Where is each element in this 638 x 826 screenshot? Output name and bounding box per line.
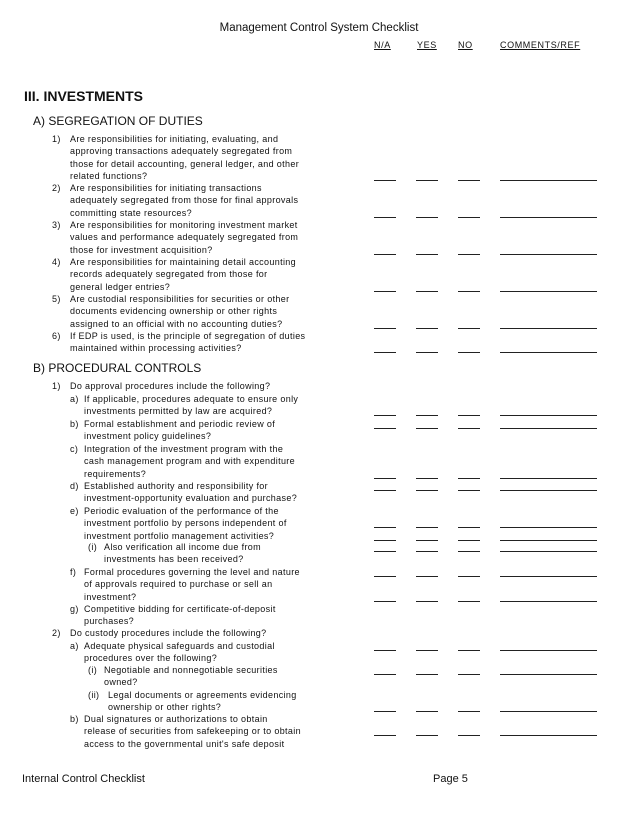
question-line: Competitive bidding for certificate-of-deposit bbox=[84, 604, 276, 614]
question-line: requirements? bbox=[84, 468, 147, 479]
no-answer-blank[interactable] bbox=[458, 254, 480, 255]
item-number: b) bbox=[70, 714, 79, 724]
no-answer-blank[interactable] bbox=[458, 217, 480, 218]
na-answer-blank[interactable] bbox=[374, 428, 396, 429]
column-header-na: N/A bbox=[374, 40, 391, 50]
na-answer-blank[interactable] bbox=[374, 490, 396, 491]
question-line: Dual signatures or authorizations to obtain bbox=[84, 714, 268, 724]
question-line: ownership or other rights? bbox=[108, 702, 222, 713]
no-answer-blank[interactable] bbox=[458, 735, 480, 736]
comments-answer-blank[interactable] bbox=[500, 551, 597, 552]
comments-answer-blank[interactable] bbox=[500, 415, 597, 416]
item-question bbox=[84, 505, 287, 542]
na-answer-blank[interactable] bbox=[374, 217, 396, 218]
no-answer-blank[interactable] bbox=[458, 674, 480, 675]
no-answer-blank[interactable] bbox=[458, 527, 480, 528]
no-answer-blank[interactable] bbox=[458, 576, 480, 577]
na-answer-blank[interactable] bbox=[374, 674, 396, 675]
item-question bbox=[104, 664, 278, 689]
question-line: owned? bbox=[104, 677, 138, 688]
section-heading: III. INVESTMENTS bbox=[24, 88, 144, 104]
item-number: 1) bbox=[52, 134, 61, 144]
no-answer-blank[interactable] bbox=[458, 650, 480, 651]
yes-answer-blank[interactable] bbox=[416, 352, 438, 353]
item-number: 2) bbox=[52, 183, 61, 193]
no-answer-blank[interactable] bbox=[458, 415, 480, 416]
no-answer-blank[interactable] bbox=[458, 540, 480, 541]
comments-answer-blank[interactable] bbox=[500, 527, 597, 528]
item-number: a) bbox=[70, 641, 79, 651]
question-line: Are responsibilities for maintaining detail accounting bbox=[70, 257, 297, 267]
subsection-b-heading: B) PROCEDURAL CONTROLS bbox=[33, 361, 202, 375]
yes-answer-blank[interactable] bbox=[416, 674, 438, 675]
yes-answer-blank[interactable] bbox=[416, 601, 438, 602]
yes-answer-blank[interactable] bbox=[416, 540, 438, 541]
na-answer-blank[interactable] bbox=[374, 650, 396, 651]
yes-answer-blank[interactable] bbox=[416, 527, 438, 528]
item-number: g) bbox=[70, 604, 79, 614]
question-line: those for investment acquisition? bbox=[70, 244, 213, 255]
question-line: assigned to an official with no accounting duties? bbox=[70, 318, 283, 329]
column-header-no: NO bbox=[458, 40, 473, 50]
na-answer-blank[interactable] bbox=[374, 735, 396, 736]
question-line: committing state resources? bbox=[70, 207, 192, 218]
question-line: documents evidencing ownership or other rights bbox=[70, 306, 278, 317]
question-line: procedures over the following? bbox=[84, 653, 218, 664]
no-answer-blank[interactable] bbox=[458, 328, 480, 329]
question-line: Adequate physical safeguards and custodial bbox=[84, 641, 275, 651]
question-line: access to the governmental unit's safe deposit bbox=[84, 738, 285, 749]
no-answer-blank[interactable] bbox=[458, 601, 480, 602]
comments-answer-blank[interactable] bbox=[500, 735, 597, 736]
item-question bbox=[70, 627, 267, 639]
yes-answer-blank[interactable] bbox=[416, 180, 438, 181]
question-line: approving transactions adequately segregated from bbox=[70, 146, 293, 157]
yes-answer-blank[interactable] bbox=[416, 490, 438, 491]
question-line: Periodic evaluation of the performance of the bbox=[84, 506, 279, 516]
footer-page-number: Page 5 bbox=[433, 773, 468, 785]
na-answer-blank[interactable] bbox=[374, 291, 396, 292]
question-line: Negotiable and nonnegotiable securities bbox=[104, 665, 278, 675]
item-number: (i) bbox=[88, 542, 98, 552]
yes-answer-blank[interactable] bbox=[416, 428, 438, 429]
question-line: Are custodial responsibilities for securities or other bbox=[70, 294, 290, 304]
question-line: investment? bbox=[84, 591, 137, 602]
no-answer-blank[interactable] bbox=[458, 490, 480, 491]
na-answer-blank[interactable] bbox=[374, 601, 396, 602]
question-line: cash management program and with expenditure bbox=[84, 456, 296, 467]
item-question bbox=[108, 689, 297, 714]
na-answer-blank[interactable] bbox=[374, 711, 396, 712]
item-number: (i) bbox=[88, 665, 98, 675]
comments-answer-blank[interactable] bbox=[500, 576, 597, 577]
question-line: Are responsibilities for initiating transactions bbox=[70, 183, 262, 193]
question-line: general ledger entries? bbox=[70, 281, 171, 292]
no-answer-blank[interactable] bbox=[458, 711, 480, 712]
no-answer-blank[interactable] bbox=[458, 478, 480, 479]
yes-answer-blank[interactable] bbox=[416, 650, 438, 651]
page-title: Management Control System Checklist bbox=[219, 22, 419, 34]
na-answer-blank[interactable] bbox=[374, 180, 396, 181]
item-question bbox=[70, 182, 298, 219]
item-question bbox=[84, 603, 276, 628]
item-number: 4) bbox=[52, 257, 61, 267]
item-number: e) bbox=[70, 506, 79, 516]
item-number: (ii) bbox=[88, 690, 100, 700]
item-question bbox=[84, 640, 275, 665]
question-line: Do custody procedures include the following? bbox=[70, 628, 267, 638]
subsection-a-heading: A) SEGREGATION OF DUTIES bbox=[33, 114, 203, 128]
item-question bbox=[70, 293, 290, 330]
item-question bbox=[84, 713, 301, 750]
yes-answer-blank[interactable] bbox=[416, 735, 438, 736]
yes-answer-blank[interactable] bbox=[416, 576, 438, 577]
na-answer-blank[interactable] bbox=[374, 478, 396, 479]
item-question bbox=[84, 566, 300, 603]
question-line: adequately segregated from those for final approvals bbox=[70, 195, 299, 206]
item-number: d) bbox=[70, 481, 79, 491]
item-question bbox=[70, 380, 270, 392]
no-answer-blank[interactable] bbox=[458, 180, 480, 181]
item-number: 6) bbox=[52, 331, 61, 341]
na-answer-blank[interactable] bbox=[374, 254, 396, 255]
no-answer-blank[interactable] bbox=[458, 291, 480, 292]
item-question bbox=[70, 330, 305, 355]
item-question bbox=[84, 443, 295, 480]
comments-answer-blank[interactable] bbox=[500, 490, 597, 491]
question-line: Are responsibilities for initiating, evaluating, and bbox=[70, 134, 279, 144]
item-question bbox=[84, 418, 275, 443]
comments-answer-blank[interactable] bbox=[500, 291, 597, 292]
item-question bbox=[104, 541, 261, 566]
question-line: Formal procedures governing the level and nature bbox=[84, 567, 300, 577]
comments-answer-blank[interactable] bbox=[500, 428, 597, 429]
comments-answer-blank[interactable] bbox=[500, 674, 597, 675]
na-answer-blank[interactable] bbox=[374, 352, 396, 353]
na-answer-blank[interactable] bbox=[374, 415, 396, 416]
comments-answer-blank[interactable] bbox=[500, 254, 597, 255]
item-number: a) bbox=[70, 394, 79, 404]
item-number: 3) bbox=[52, 220, 61, 230]
question-line: of approvals required to purchase or sell an bbox=[84, 579, 273, 590]
na-answer-blank[interactable] bbox=[374, 527, 396, 528]
item-number: f) bbox=[70, 567, 77, 577]
na-answer-blank[interactable] bbox=[374, 551, 396, 552]
na-answer-blank[interactable] bbox=[374, 576, 396, 577]
question-line: Established authority and responsibility for bbox=[84, 481, 268, 491]
yes-answer-blank[interactable] bbox=[416, 551, 438, 552]
question-line: If EDP is used, is the principle of segregation of duties bbox=[70, 331, 306, 341]
no-answer-blank[interactable] bbox=[458, 428, 480, 429]
item-number: c) bbox=[70, 444, 79, 454]
question-line: related functions? bbox=[70, 171, 148, 182]
no-answer-blank[interactable] bbox=[458, 551, 480, 552]
question-line: purchases? bbox=[84, 616, 135, 627]
comments-answer-blank[interactable] bbox=[500, 711, 597, 712]
question-line: those for detail accounting, general ledger, and other bbox=[70, 158, 300, 169]
comments-answer-blank[interactable] bbox=[500, 328, 597, 329]
question-line: Do approval procedures include the following? bbox=[70, 381, 271, 391]
item-question bbox=[70, 256, 296, 293]
question-line: If applicable, procedures adequate to ensure only bbox=[84, 394, 299, 404]
item-number: 1) bbox=[52, 381, 61, 391]
footer-left: Internal Control Checklist bbox=[22, 773, 145, 785]
question-line: investment policy guidelines? bbox=[84, 431, 212, 442]
item-number: 2) bbox=[52, 628, 61, 638]
question-line: Legal documents or agreements evidencing bbox=[108, 690, 297, 700]
yes-answer-blank[interactable] bbox=[416, 254, 438, 255]
question-line: records adequately segregated from those for bbox=[70, 269, 268, 280]
item-number: b) bbox=[70, 419, 79, 429]
yes-answer-blank[interactable] bbox=[416, 217, 438, 218]
question-line: investments permitted by law are acquired? bbox=[84, 406, 273, 417]
comments-answer-blank[interactable] bbox=[500, 478, 597, 479]
comments-answer-blank[interactable] bbox=[500, 352, 597, 353]
item-question bbox=[84, 480, 297, 505]
question-line: Formal establishment and periodic review of bbox=[84, 419, 276, 429]
question-line: release of securities from safekeeping or to obtain bbox=[84, 726, 301, 737]
question-line: values and performance adequately segregated from bbox=[70, 232, 299, 243]
yes-answer-blank[interactable] bbox=[416, 478, 438, 479]
question-line: investment-opportunity evaluation and purchase? bbox=[84, 493, 298, 504]
question-line: Also verification all income due from bbox=[104, 542, 262, 552]
comments-answer-blank[interactable] bbox=[500, 217, 597, 218]
question-line: Are responsibilities for monitoring investment market bbox=[70, 220, 298, 230]
item-question bbox=[70, 133, 299, 183]
comments-answer-blank[interactable] bbox=[500, 540, 597, 541]
question-line: Integration of the investment program with the bbox=[84, 444, 284, 454]
na-answer-blank[interactable] bbox=[374, 328, 396, 329]
question-line: investment portfolio management activities? bbox=[84, 530, 275, 541]
comments-answer-blank[interactable] bbox=[500, 180, 597, 181]
comments-answer-blank[interactable] bbox=[500, 601, 597, 602]
column-header-yes: YES bbox=[417, 40, 437, 50]
yes-answer-blank[interactable] bbox=[416, 291, 438, 292]
question-line: maintained within processing activities? bbox=[70, 343, 242, 354]
item-number: 5) bbox=[52, 294, 61, 304]
yes-answer-blank[interactable] bbox=[416, 415, 438, 416]
comments-answer-blank[interactable] bbox=[500, 650, 597, 651]
question-line: investments has been received? bbox=[104, 554, 244, 565]
na-answer-blank[interactable] bbox=[374, 540, 396, 541]
item-question bbox=[84, 393, 298, 418]
no-answer-blank[interactable] bbox=[458, 352, 480, 353]
yes-answer-blank[interactable] bbox=[416, 711, 438, 712]
item-question bbox=[70, 219, 298, 256]
column-header-comments: COMMENTS/REF bbox=[500, 40, 581, 50]
question-line: investment portfolio by persons independent of bbox=[84, 518, 287, 529]
yes-answer-blank[interactable] bbox=[416, 328, 438, 329]
